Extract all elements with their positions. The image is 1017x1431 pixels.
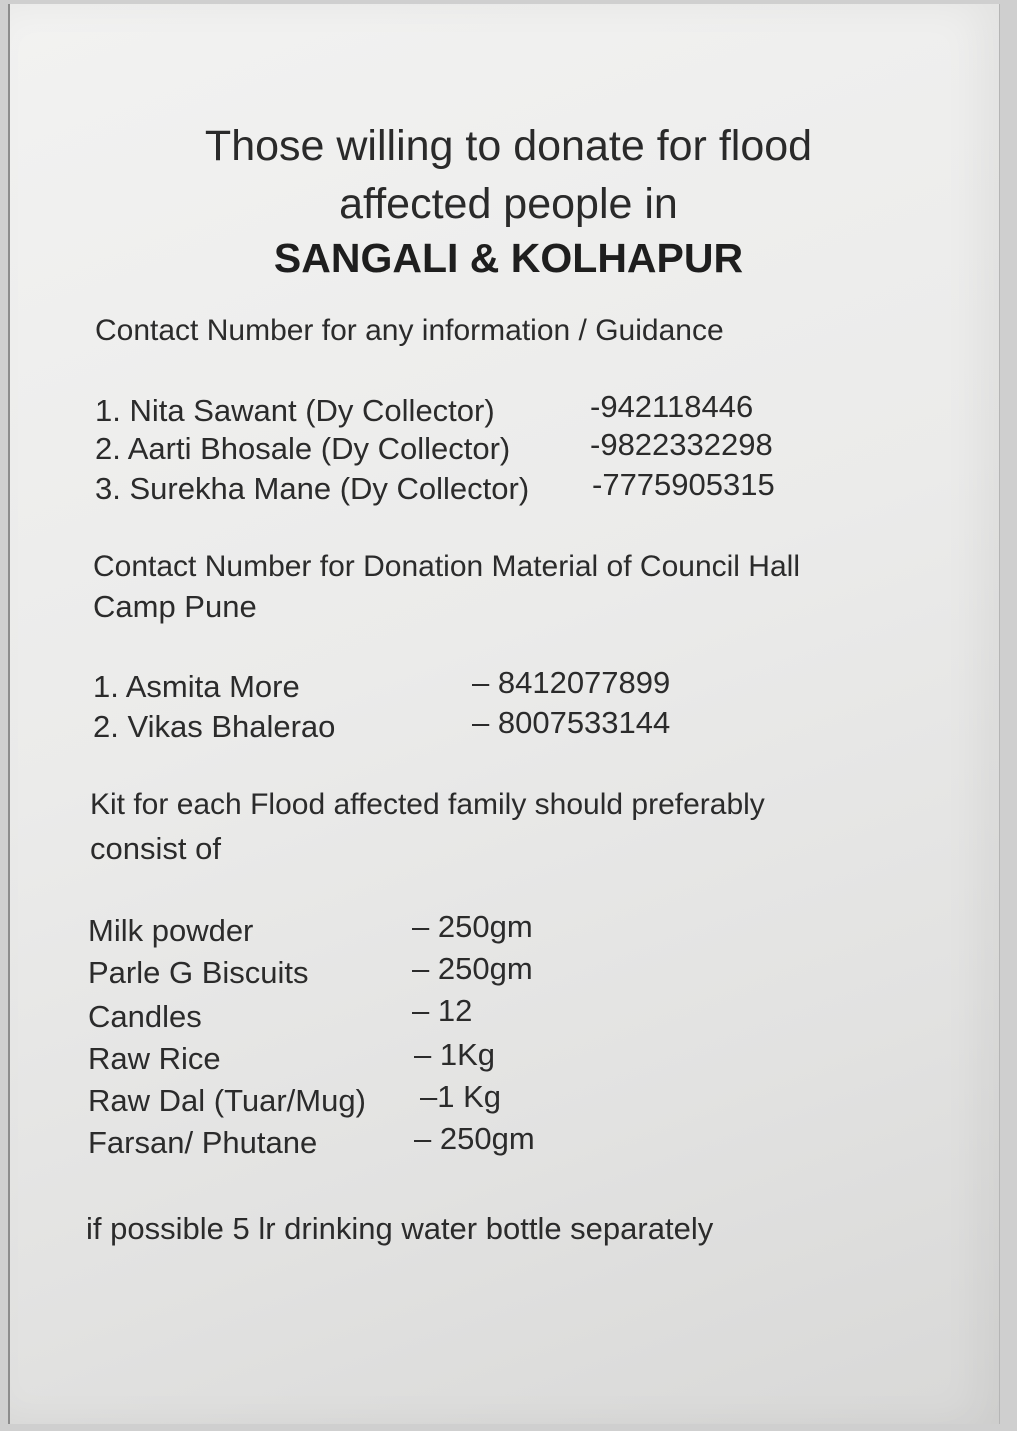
kit-item-qty: – 250gm (412, 909, 533, 944)
title-line-1: Those willing to donate for flood (204, 122, 813, 170)
donation-contacts-heading-line-2: Camp Pune (93, 589, 257, 624)
donation-contact-name: 2. Vikas Bhalerao (93, 709, 336, 744)
donation-contact-name: 1. Asmita More (93, 669, 300, 704)
info-contact-name: 3. Surekha Mane (Dy Collector) (95, 471, 530, 506)
donation-contact-phone: – 8007533144 (472, 705, 671, 740)
title-line-2: affected people in (339, 180, 678, 228)
kit-item-name: Farsan/ Phutane (88, 1125, 318, 1160)
kit-item-name: Candles (88, 999, 202, 1034)
info-contacts-heading: Contact Number for any information / Guidance (95, 314, 724, 347)
kit-item-qty: –1 Kg (420, 1079, 502, 1114)
info-contact-phone: -942118446 (590, 389, 754, 424)
kit-heading-line-1: Kit for each Flood affected family should preferably (90, 788, 765, 821)
kit-item-qty: – 1Kg (414, 1037, 496, 1072)
info-contact-name: 2. Aarti Bhosale (Dy Collector) (95, 431, 511, 466)
kit-item-qty: – 12 (412, 993, 473, 1028)
kit-item-name: Raw Dal (Tuar/Mug) (88, 1083, 366, 1118)
kit-item-name: Raw Rice (88, 1041, 221, 1076)
kit-note: if possible 5 lr drinking water bottle separately (86, 1211, 714, 1246)
kit-item-name: Parle G Biscuits (88, 955, 309, 990)
info-contact-phone: -9822332298 (590, 427, 773, 462)
title-line-3: SANGALI & KOLHAPUR (273, 235, 744, 281)
kit-item-qty: – 250gm (414, 1121, 535, 1156)
info-contact-phone: -7775905315 (592, 467, 775, 502)
kit-heading-line-2: consist of (90, 831, 221, 866)
kit-item-qty: – 250gm (412, 951, 533, 986)
donation-contact-phone: – 8412077899 (472, 665, 671, 700)
donation-contacts-heading-line-1: Contact Number for Donation Material of Council Hall (93, 550, 800, 583)
info-contact-name: 1. Nita Sawant (Dy Collector) (95, 393, 495, 428)
kit-item-name: Milk powder (88, 913, 254, 948)
